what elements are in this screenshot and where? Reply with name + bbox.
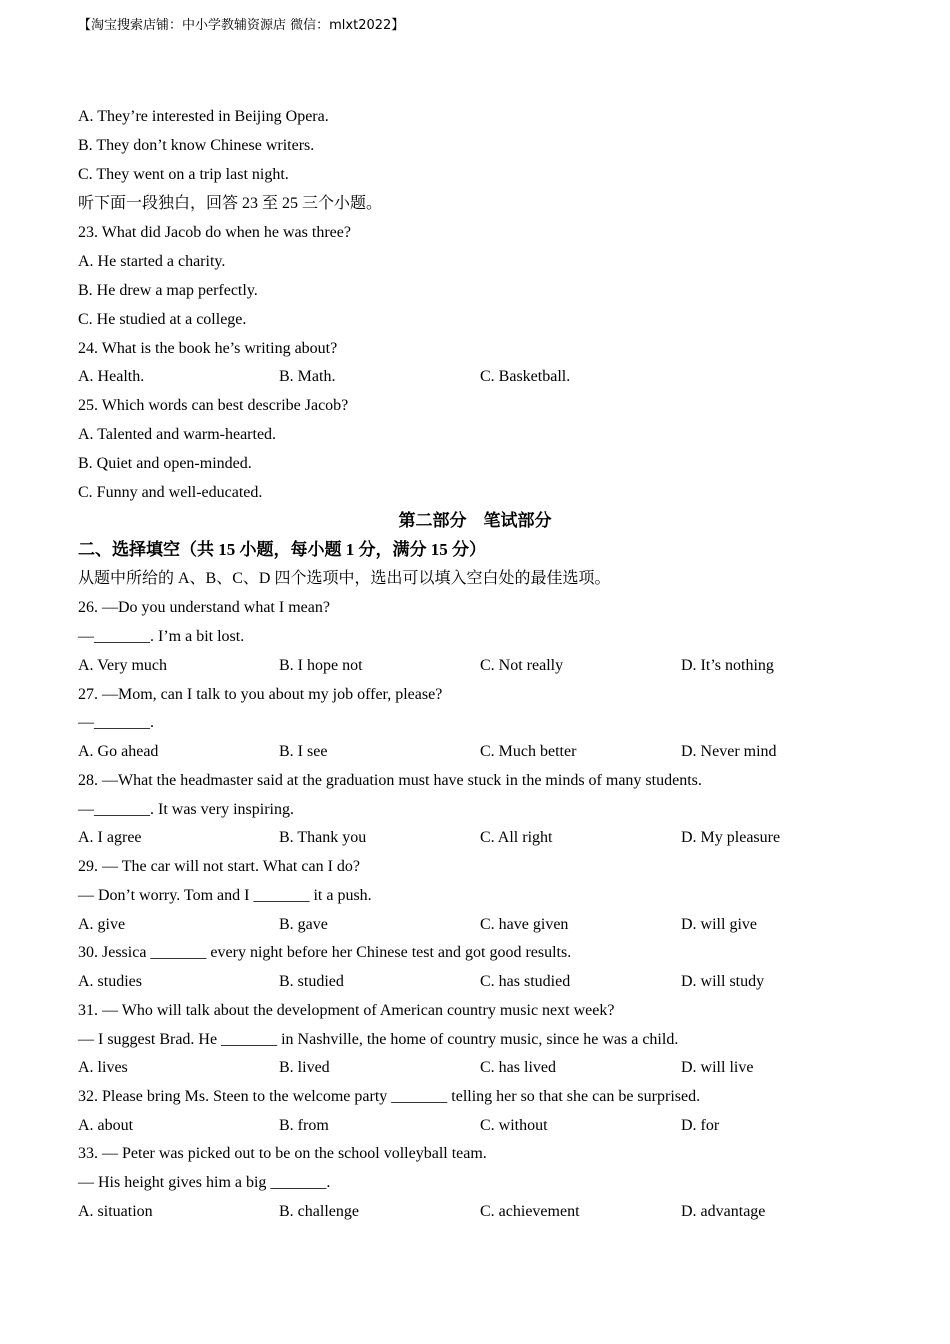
question-32: 32. Please bring Ms. Steen to the welcome party _______ telling her so that she can be surprised. xyxy=(78,1088,701,1105)
option-c: C. have given xyxy=(480,916,569,933)
option-line: A. He started a charity. xyxy=(78,253,226,270)
option-d: D. will study xyxy=(681,973,765,990)
option-a: A. Go ahead xyxy=(78,743,159,760)
option-d: D. It’s nothing xyxy=(681,657,774,674)
option-b: B. from xyxy=(279,1117,329,1134)
instruction-line: 听下面一段独白，回答 23 至 25 三个小题。 xyxy=(78,195,383,212)
option-c: C. has lived xyxy=(480,1059,556,1076)
option-a: A. about xyxy=(78,1117,134,1134)
question-28: 28. —What the headmaster said at the graduation must have stuck in the minds of many students. xyxy=(78,772,702,789)
option-a: A. give xyxy=(78,916,126,933)
option-line: B. He drew a map perfectly. xyxy=(78,282,258,299)
option-d: D. advantage xyxy=(681,1203,766,1220)
option-c: C. Much better xyxy=(480,743,577,760)
question-26: 26. —Do you understand what I mean? xyxy=(78,599,330,616)
question-24: 24. What is the book he’s writing about? xyxy=(78,340,338,357)
option-d: D. will live xyxy=(681,1059,754,1076)
option-b: B. Math. xyxy=(279,368,336,385)
option-d: D. My pleasure xyxy=(681,829,781,846)
option-line: B. They don’t know Chinese writers. xyxy=(78,137,315,154)
question-23: 23. What did Jacob do when he was three? xyxy=(78,224,351,241)
option-d: D. Never mind xyxy=(681,743,777,760)
option-line: B. Quiet and open-minded. xyxy=(78,455,252,472)
option-a: A. I agree xyxy=(78,829,142,846)
question-28-reply: —_______. It was very inspiring. xyxy=(78,801,294,818)
option-b: B. Thank you xyxy=(279,829,367,846)
option-b: B. challenge xyxy=(279,1203,359,1220)
section-instruction: 从题中所给的 A、B、C、D 四个选项中，选出可以填入空白处的最佳选项。 xyxy=(78,570,611,587)
question-29: 29. — The car will not start. What can I do? xyxy=(78,858,360,875)
option-a: A. Health. xyxy=(78,368,145,385)
question-33: 33. — Peter was picked out to be on the school volleyball team. xyxy=(78,1145,487,1162)
option-c: C. Basketball. xyxy=(480,368,571,385)
option-c: C. without xyxy=(480,1117,548,1134)
option-line: A. They’re interested in Beijing Opera. xyxy=(78,108,329,125)
option-c: C. achievement xyxy=(480,1203,580,1220)
page-header: 【淘宝搜索店铺：中小学教辅资源店 微信：mlxt2022】 xyxy=(78,18,405,33)
question-31-reply: — I suggest Brad. He _______ in Nashville, the home of country music, since he was a child. xyxy=(78,1031,679,1048)
question-30: 30. Jessica _______ every night before her Chinese test and got good results. xyxy=(78,944,572,961)
option-a: A. Very much xyxy=(78,657,168,674)
question-31: 31. — Who will talk about the development of American country music next week? xyxy=(78,1002,615,1019)
option-b: B. I see xyxy=(279,743,328,760)
question-26-reply: —_______. I’m a bit lost. xyxy=(78,628,245,645)
option-c: C. Not really xyxy=(480,657,564,674)
option-line: C. They went on a trip last night. xyxy=(78,166,289,183)
option-line: A. Talented and warm-hearted. xyxy=(78,426,277,443)
option-b: B. studied xyxy=(279,973,344,990)
option-line: C. Funny and well-educated. xyxy=(78,484,263,501)
section-title: 二、选择填空（共 15 小题，每小题 1 分，满分 15 分） xyxy=(78,540,486,559)
option-a: A. lives xyxy=(78,1059,128,1076)
option-a: A. studies xyxy=(78,973,142,990)
option-a: A. situation xyxy=(78,1203,153,1220)
option-d: D. for xyxy=(681,1117,720,1134)
option-b: B. gave xyxy=(279,916,328,933)
part-title: 第二部分 笔试部分 xyxy=(398,511,552,530)
option-b: B. I hope not xyxy=(279,657,363,674)
question-29-reply: — Don’t worry. Tom and I _______ it a push. xyxy=(78,887,372,904)
question-25: 25. Which words can best describe Jacob? xyxy=(78,397,349,414)
option-c: C. has studied xyxy=(480,973,571,990)
question-33-reply: — His height gives him a big _______. xyxy=(78,1174,331,1191)
question-27: 27. —Mom, can I talk to you about my job offer, please? xyxy=(78,686,443,703)
option-d: D. will give xyxy=(681,916,757,933)
question-27-reply: —_______. xyxy=(78,714,154,731)
option-b: B. lived xyxy=(279,1059,330,1076)
option-line: C. He studied at a college. xyxy=(78,311,247,328)
option-c: C. All right xyxy=(480,829,553,846)
